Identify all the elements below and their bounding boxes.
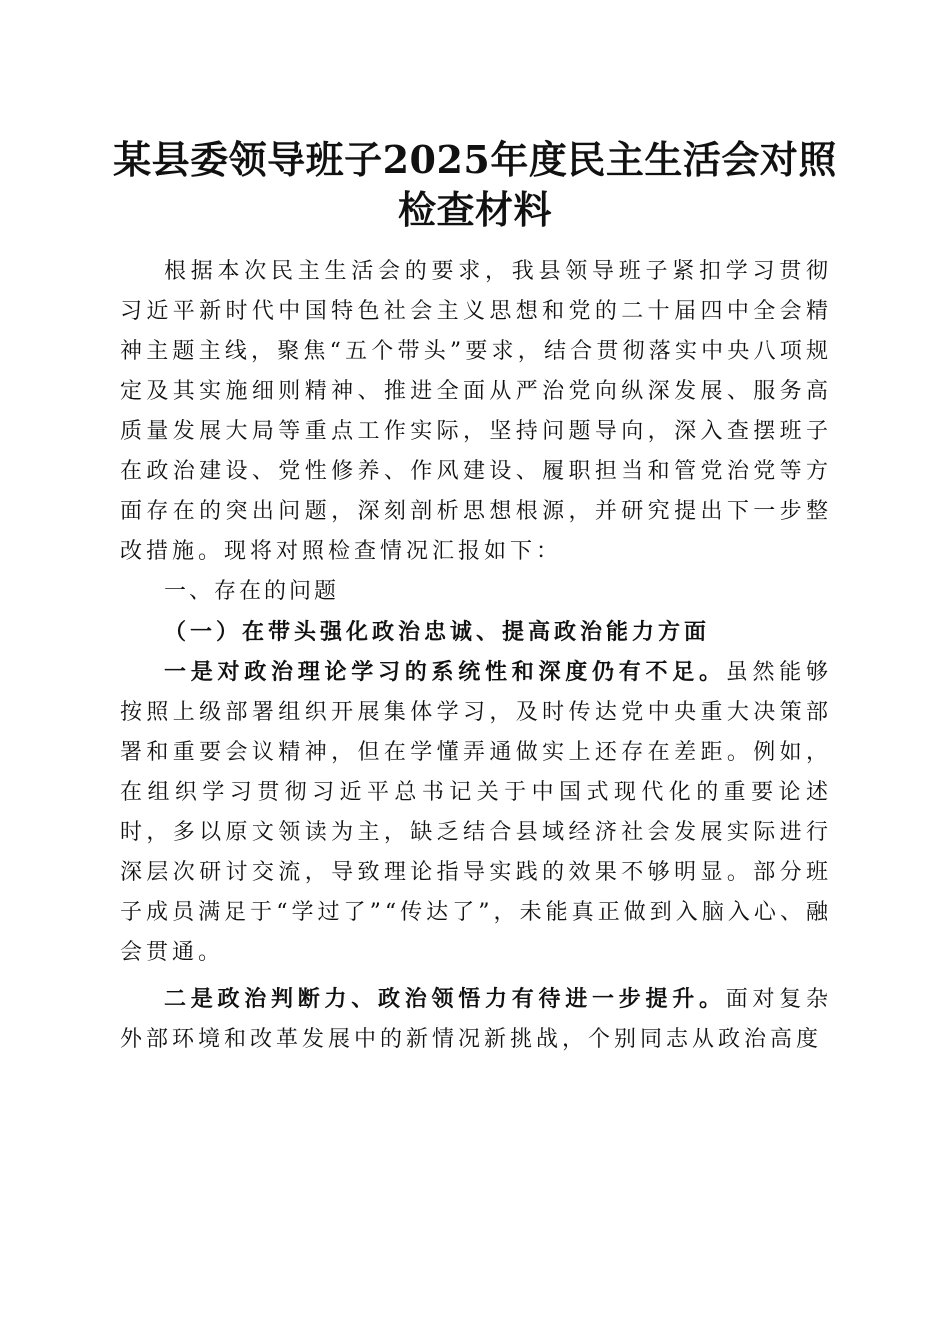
document-body xyxy=(120,252,832,1060)
point-1-lead: 一是对政治理论学习的系统性和深度仍有不足。 xyxy=(164,659,726,685)
point-2-lead: 二是政治判断力、政治领悟力有待进一步提升。 xyxy=(164,986,726,1012)
point-2-paragraph xyxy=(120,979,832,1060)
subsection-heading-political-loyalty: （一）在带头强化政治忠诚、提高政治能力方面 xyxy=(164,619,711,645)
point-1-body: 虽然能够按照上级部署组织开展集体学习，及时传达党中央重大决策部署和重要会议精神，但在学懂弄通做实上还存在差距。例如，在组织学习贯彻习近平总书记关于中国式现代化的重要论述时，多以原文领读为主，缺乏结合县域经济社会发展实际进行深层次研讨交流，导致理论指导实践的效果不够明显。部分班子成员满足于“学过了”“传达了”，未能真正做到入脑入心、融会贯通。 xyxy=(120,660,832,965)
point-1-paragraph xyxy=(120,652,832,973)
section-heading-problems: 一、存在的问题 xyxy=(164,579,340,604)
point-2-body: 面对复杂外部环境和改革发展中的新情况新挑战，个别同志从政治高度 xyxy=(120,987,832,1052)
intro-paragraph: 根据本次民主生活会的要求，我县领导班子紧扣学习贯彻习近平新时代中国特色社会主义思想和党的二十届四中全会精神主题主线，聚焦“五个带头”要求，结合贯彻落实中央八项规定及其实施细则精神、推进全面从严治党向纵深发展、服务高质量发展大局等重点工作实际，坚持问题导向，深入查摆班子在政治建设、党性修养、作风建设、履职担当和管党治党等方面存在的突出问题，深刻剖析思想根源，并研究提出下一步整改措施。现将对照检查情况汇报如下： xyxy=(120,259,832,564)
document-title: 某县委领导班子2025年度民主生活会对照检查材料 xyxy=(113,137,837,232)
